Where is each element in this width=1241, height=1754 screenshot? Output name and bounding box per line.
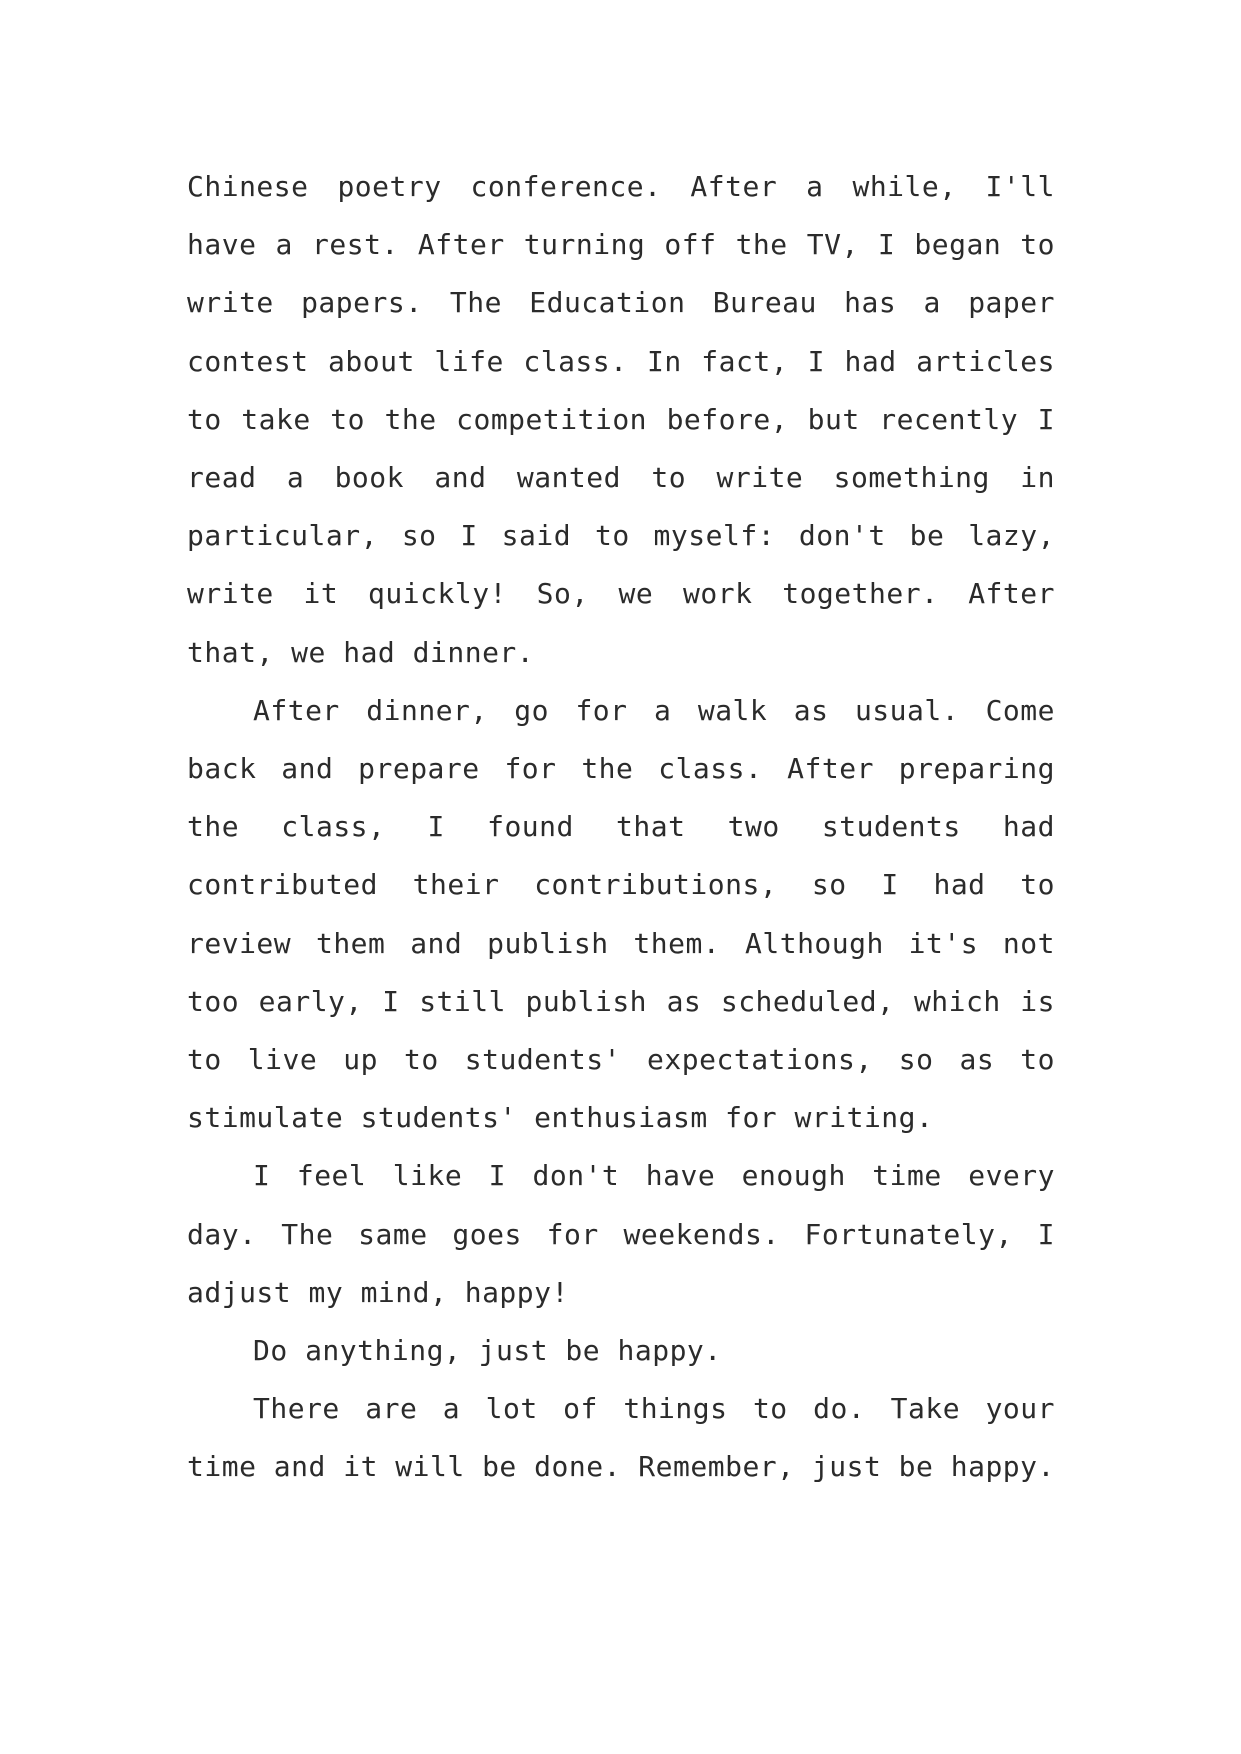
paragraph-5: There are a lot of things to do. Take your time and it will be done. Remember, just be happy. [187,1392,1055,1484]
paragraph-4: Do anything, just be happy. [253,1334,722,1368]
paragraph-1: Chinese poetry conference. After a while, I'll have a rest. After turning off the TV, I began to write papers. The Education Bureau has a paper contest about life class. In fact, I had articles to take to the competition before, but recently I read a book and wanted to write something in particular, so I said to myself: don't be lazy, write it quickly! So, we work together. After that, we had dinner. [187,170,1055,669]
paragraph-3: I feel like I don't have enough time every day. The same goes for weekends. Fortunately, I adjust my mind, happy! [187,1159,1055,1309]
body-text [187,158,1055,1497]
paragraph-2: After dinner, go for a walk as usual. Come back and prepare for the class. After preparing the class, I found that two students had contributed their contributions, so I had to review them and publish them. Although it's not too early, I still publish as scheduled, which is to live up to students' expectations, so as to stimulate students' enthusiasm for writing. [187,693,1055,1135]
